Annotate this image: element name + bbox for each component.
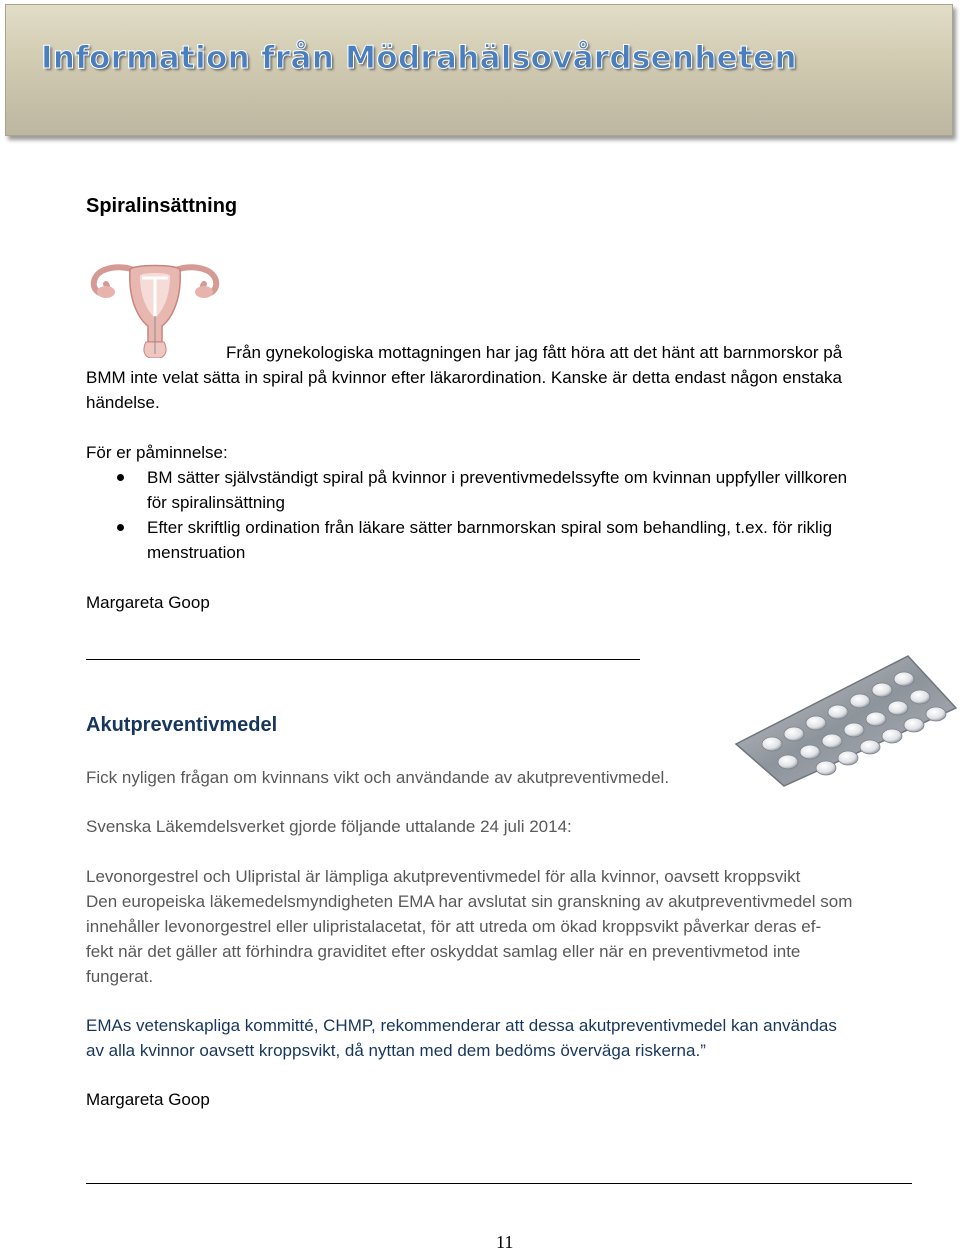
section-divider [86, 659, 640, 660]
quote-line-3: innehåller levonorgestrel eller ulipristalacetat, för att utreda om ökad kroppsvikt påverkar deras ef- [86, 917, 822, 936]
bullet-icon [117, 524, 124, 531]
paragraph-statement-intro: Svenska Läkemdelsverket gjorde följande uttalande 24 juli 2014: [86, 817, 572, 836]
pill-blister-pack-image [732, 652, 958, 790]
quote-line-2: Den europeiska läkemedelsmyndigheten EMA har avslutat sin granskning av akutpreventivmedel som [86, 892, 853, 911]
paragraph-question: Fick nyligen frågan om kvinnans vikt och användande av akutpreventivmedel. [86, 768, 670, 787]
bullet-1-line-2: för spiralinsättning [147, 493, 285, 512]
author-signature-1: Margareta Goop [86, 593, 210, 612]
uterus-illustration [84, 242, 226, 358]
bullet-2-line-2: menstruation [147, 543, 246, 562]
intro-line-3: händelse. [86, 393, 160, 412]
quote-line-4: fekt när det gäller att förhindra graviditet efter oskyddat samlag eller när en preventivmetod inte [86, 942, 801, 961]
bullet-1-line-1: BM sätter självständigt spiral på kvinnor i preventivmedelssyfte om kvinnan uppfyller villkoren [147, 468, 848, 487]
reminder-label: För er påminnelse: [86, 443, 228, 462]
bullet-icon [117, 474, 124, 481]
quote-line-1: Levonorgestrel och Ulipristal är lämpliga akutpreventivmedel för alla kvinnor, oavsett kroppsvikt [86, 867, 801, 886]
quote-line-5: fungerat. [86, 967, 154, 986]
bullet-2-line-1: Efter skriftlig ordination från läkare sätter barnmorskan spiral som behandling, t.ex. för riklig [147, 518, 833, 537]
section-heading-emergency-contraception: Akutpreventivmedel [86, 714, 278, 736]
section-heading-spiral: Spiralinsättning [86, 195, 238, 217]
recommendation-line-2: av alla kvinnor oavsett kroppsvikt, då nyttan med dem bedöms överväga riskerna.” [86, 1041, 706, 1060]
page-title: Information från Mödrahälsovårdsenheten [41, 40, 797, 76]
intro-line-2: BMM inte velat sätta in spiral på kvinnor efter läkarordination. Kanske är detta endast någon enstaka [86, 368, 842, 387]
author-signature-2: Margareta Goop [86, 1090, 210, 1109]
intro-line-1: Från gynekologiska mottagningen har jag fått höra att det hänt att barnmorskor på [226, 343, 843, 362]
page-number: 11 [496, 1232, 514, 1252]
footer-divider [86, 1183, 912, 1184]
recommendation-line-1: EMAs vetenskapliga kommitté, CHMP, rekommenderar att dessa akutpreventivmedel kan användas [86, 1016, 837, 1035]
